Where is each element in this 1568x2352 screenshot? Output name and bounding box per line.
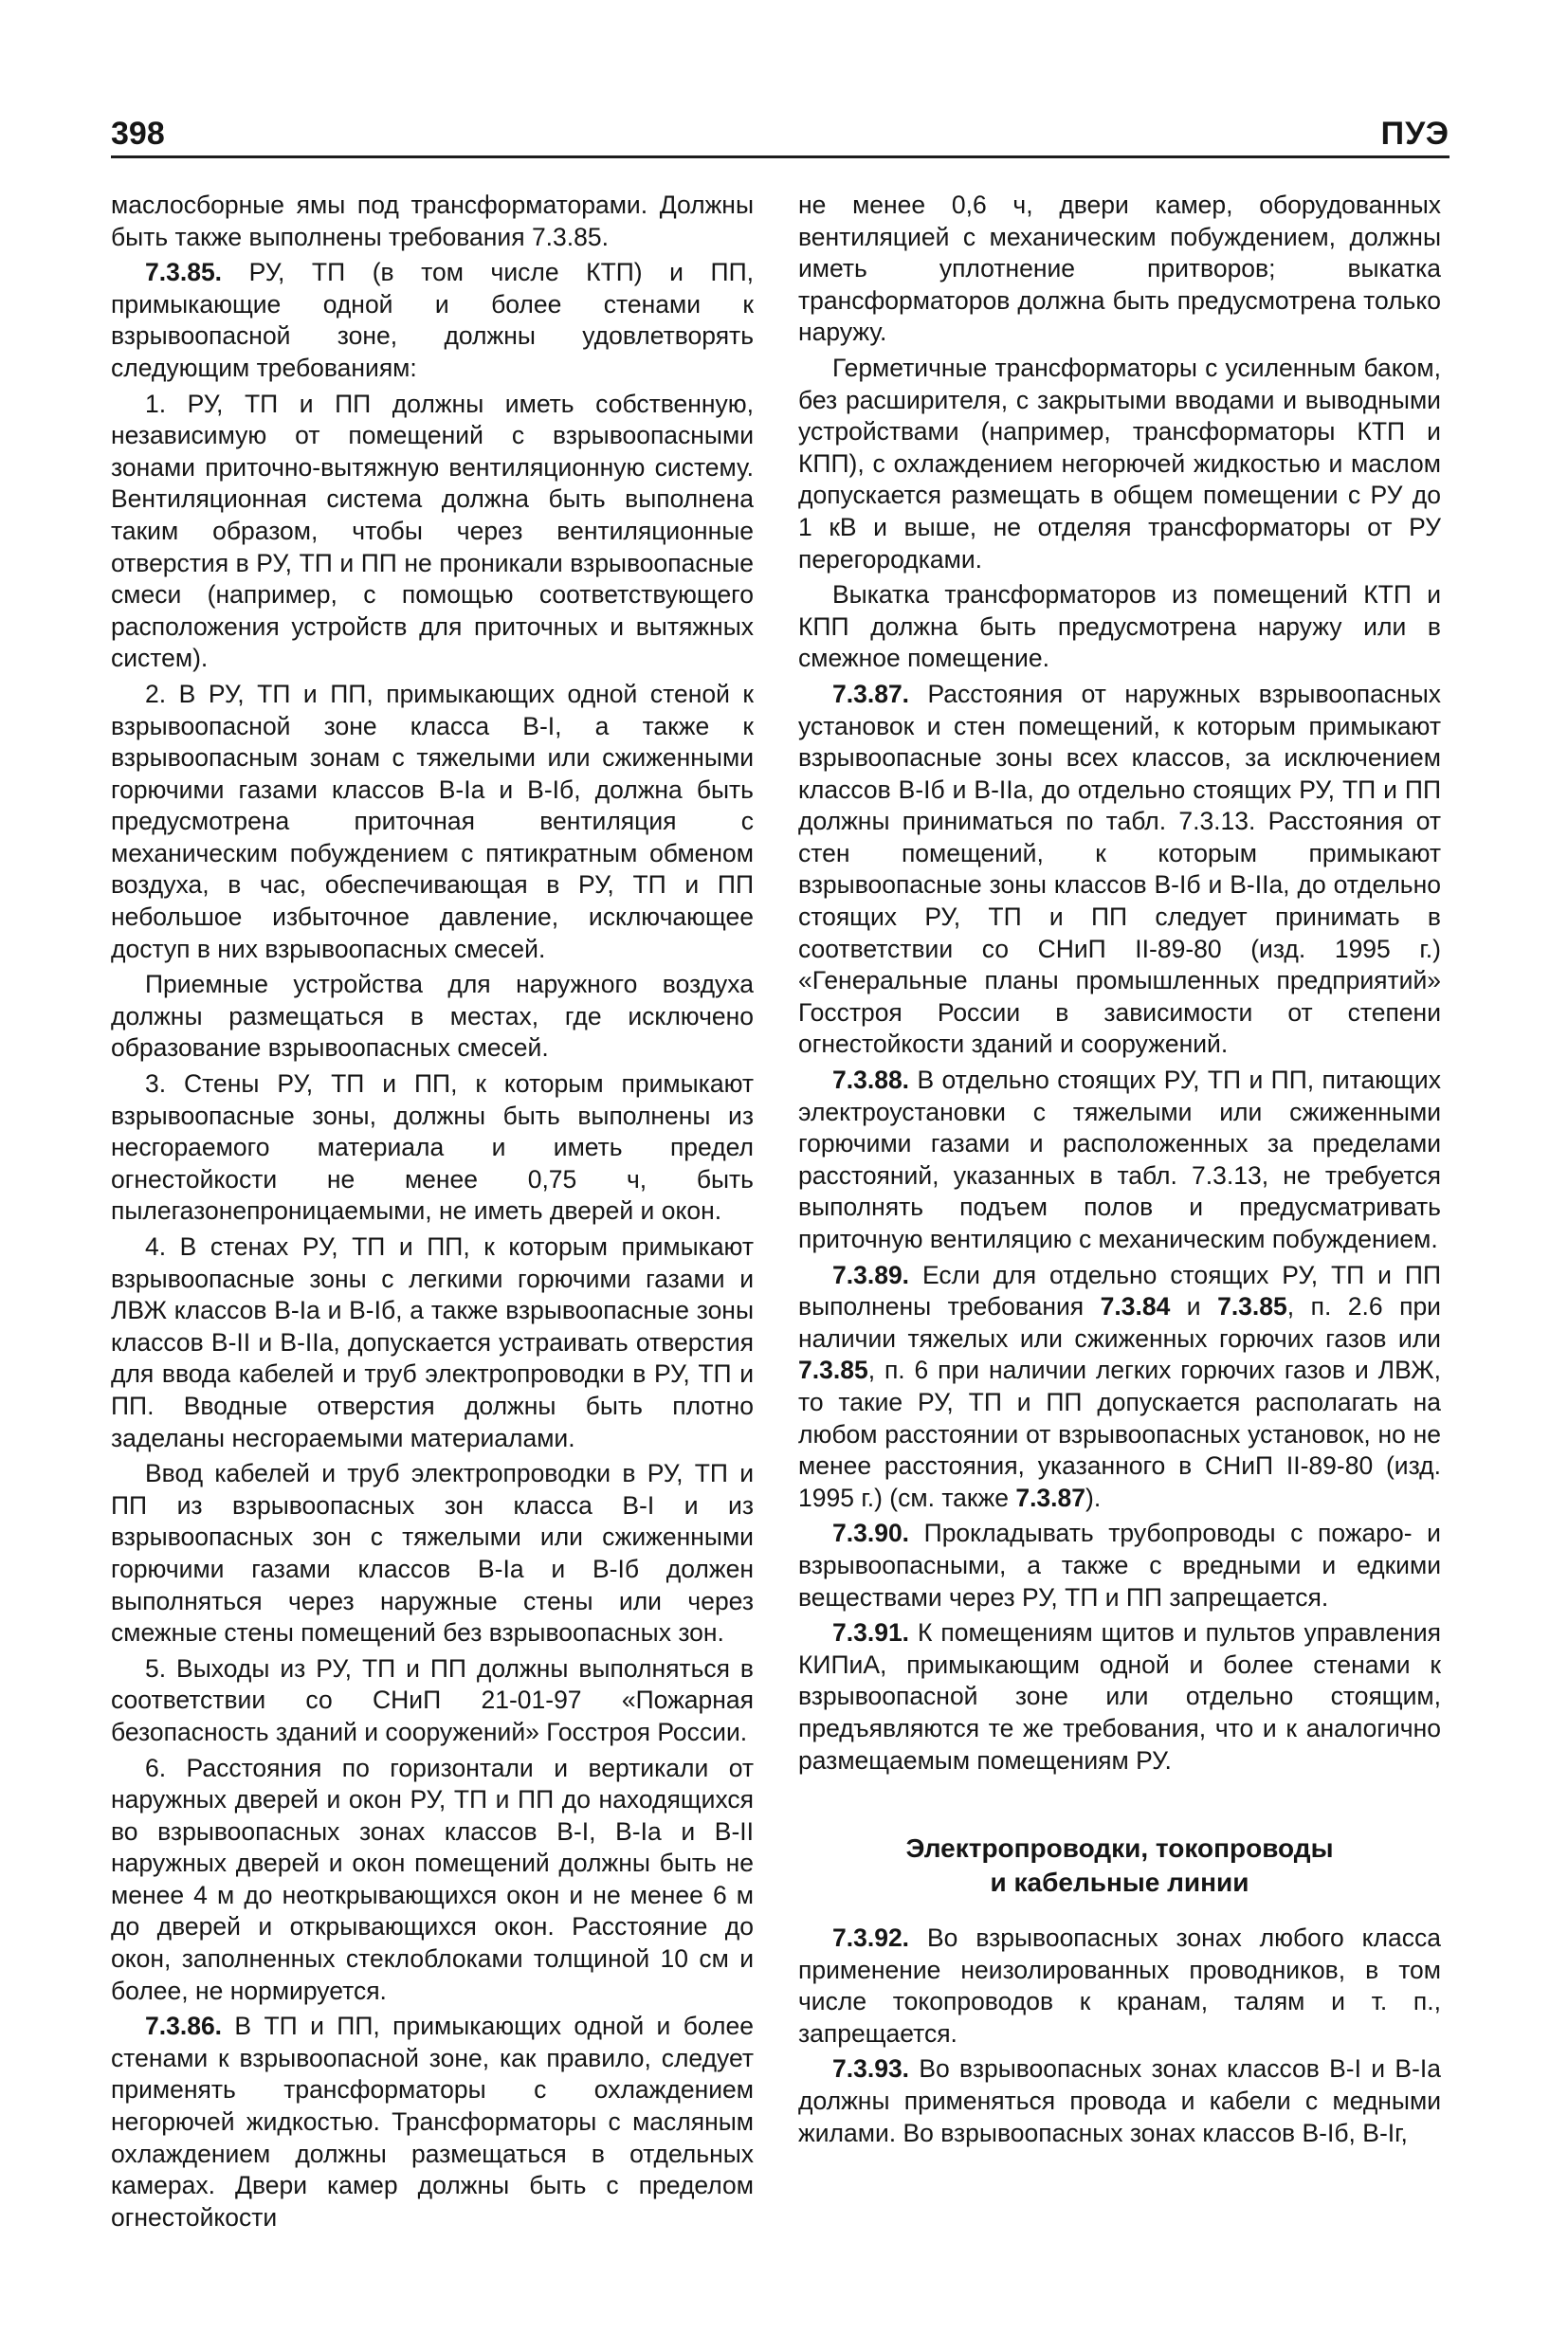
section-heading-line: и кабельные линии bbox=[990, 1868, 1249, 1898]
clause-reference: 7.3.85 bbox=[798, 1356, 868, 1385]
section-heading-line: Электропроводки, токопроводы bbox=[905, 1833, 1334, 1864]
paragraph: Выкатка трансформаторов из помещений КТП и КПП должна быть предусмотрена наружу или в смежное помещение. bbox=[798, 580, 1441, 673]
clause-7-3-89 bbox=[798, 1260, 1441, 1515]
clause-number: 7.3.89. bbox=[832, 1260, 910, 1289]
paragraph: 6. Расстояния по горизонтали и вертикали от наружных дверей и окон РУ, ТП и ПП до находящихся во взрывоопасных зонах классов В-I, В-Iа и В-II наружных дверей и окон помещений должны быть не менее 4 м до неоткрывающихся окон и не менее 6 м до дверей и открывающихся окон. Расстояние до окон, заполненных стеклоблоками толщиной 10 см и более, не нормируется. bbox=[111, 1753, 754, 2005]
clause-7-3-93 bbox=[798, 2053, 1441, 2149]
clause-7-3-90 bbox=[798, 1518, 1441, 1614]
paragraph: 4. В стенах РУ, ТП и ПП, к которым примыкают взрывоопасные зоны с легкими горючими газами и ЛВЖ классов В-Iа и В-Iб, а также взрывоопасные зоны классов В-II и В-IIа, допускается устраивать отверстия для ввода кабелей и труб электропроводки в РУ, ТП и ПП. Вводные отверстия должны быть плотно заделаны несгораемыми материалами. bbox=[111, 1232, 754, 1452]
clause-text: В отдельно стоящих РУ, ТП и ПП, питающих электроустановки с тяжелыми или сжиженными горючими газами и расположенных за пределами расстояний, указанных в табл. 7.3.13, не требуется выполнять подъем полов и предусматривать приточную вентиляцию с механическим побуждением. bbox=[798, 1066, 1441, 1253]
right-column bbox=[798, 190, 1441, 2153]
section-heading bbox=[798, 1832, 1441, 1900]
clause-number: 7.3.86. bbox=[145, 2012, 223, 2041]
clause-7-3-86 bbox=[111, 2011, 754, 2233]
clause-7-3-87 bbox=[798, 679, 1441, 1061]
clause-reference: 7.3.87 bbox=[1015, 1483, 1086, 1512]
paragraph: маслосборные ямы под трансформаторами. Должны быть также выполнены требования 7.3.85. bbox=[111, 191, 754, 251]
running-title: ПУЭ bbox=[1380, 116, 1449, 152]
clause-7-3-88 bbox=[798, 1065, 1441, 1256]
paragraph: 5. Выходы из РУ, ТП и ПП должны выполняться в соответствии со СНиП 21-01-97 «Пожарная безопасность зданий и сооружений» Госстроя России. bbox=[111, 1653, 754, 1746]
clause-number: 7.3.87. bbox=[832, 679, 910, 708]
clause-text: и bbox=[1170, 1292, 1218, 1322]
clause-reference: 7.3.85 bbox=[1217, 1292, 1287, 1322]
clause-number: 7.3.85. bbox=[145, 258, 223, 287]
clause-7-3-85 bbox=[111, 257, 754, 384]
clause-text: Во взрывоопасных зонах любого класса применение неизолированных проводников, в том числе токопроводов к кранам, талям и т. п., запрещается. bbox=[798, 1924, 1441, 2048]
page-number: 398 bbox=[111, 116, 165, 152]
clause-number: 7.3.93. bbox=[832, 2054, 910, 2084]
paragraph: Приемные устройства для наружного воздуха должны размещаться в местах, где исключено образование взрывоопасных смесей. bbox=[111, 970, 754, 1063]
clause-text: К помещениям щитов и пультов управления КИПиА, примыкающим одной и более стенами к взрывоопасной зоне или отдельно стоящим, предъявляются те же требования, что и к аналогично размещаемым помещениям РУ. bbox=[798, 1618, 1441, 1775]
clause-text: Во взрывоопасных зонах классов В-I и В-Iа должны применяться провода и кабели с медными жилами. Во взрывоопасных зонах классов В-Iб, В-Iг, bbox=[798, 2054, 1441, 2147]
paragraph: Ввод кабелей и труб электропроводки в РУ, ТП и ПП из взрывоопасных зон класса В-I и из взрывоопасных зон с тяжелыми или сжиженными горючими газами классов В-Iа и В-Iб должен выполняться через наружные стены или через смежные стены помещений без взрывоопасных зон. bbox=[111, 1459, 754, 1648]
clause-7-3-91 bbox=[798, 1617, 1441, 1777]
clause-text: РУ, ТП (в том числе КТП) и ПП, примыкающие одной и более стенами к взрывоопасной зоне, должны удовлетворять следующим требованиям: bbox=[111, 258, 754, 382]
clause-text: , п. 6 при наличии легких горючих газов и ЛВЖ, то такие РУ, ТП и ПП допускается располагать на любом расстоянии от взрывоопасных установок, но не менее расстояния, указанного в СНиП II-89-80 (изд. 1995 г.) (см. также bbox=[798, 1356, 1441, 1512]
paragraph: 3. Стены РУ, ТП и ПП, к которым примыкают взрывоопасные зоны, должны быть выполнены из несгораемого материала и иметь предел огнестойкости не менее 0,75 ч, быть пылегазонепроницаемыми, не иметь дверей и окон. bbox=[111, 1069, 754, 1226]
page-header bbox=[111, 112, 1449, 158]
paragraph: 1. РУ, ТП и ПП должны иметь собственную, независимую от помещений с взрывоопасными зонами приточно-вытяжную вентиляционную систему. Вентиляционная система должна быть выполнена таким образом, чтобы через вентиляционные отверстия в РУ, ТП и ПП не проникали взрывоопасные смеси (например, с помощью соответствующего расположения устройств для приточных и вытяжных систем). bbox=[111, 389, 754, 673]
clause-text: Если для отдельно стоящих РУ, ТП и ПП выполнены требования bbox=[798, 1260, 1441, 1322]
clause-text: ). bbox=[1085, 1483, 1102, 1512]
clause-text: Расстояния от наружных взрывоопасных установок и стен помещений, к которым примыкают взрывоопасные зоны всех классов, за исключением классов В-Iб и В-IIа, до отдельно стоящих РУ, ТП и ПП должны приниматься по табл. 7.3.13. Расстояния от стен помещений, к которым примыкают взрывоопасные зоны классов В-Iб и В-IIа, до отдельно стоящих РУ, ТП и ПП следует принимать в соответствии со СНиП II-89-80 (изд. 1995 г.) «Генеральные планы промышленных предприятий» Госстроя России в зависимости от степени огнестойкости зданий и сооружений. bbox=[798, 679, 1441, 1059]
clause-number: 7.3.92. bbox=[832, 1924, 910, 1953]
clause-text: В ТП и ПП, примыкающих одной и более стенами к взрывоопасной зоне, как правило, следует применять трансформаторы с охлаждением негорючей жидкостью. Трансформаторы с масляным охлаждением должны размещаться в отдельных камерах. Двери камер должны быть с пределом огнестойкости bbox=[111, 2012, 754, 2232]
clause-reference: 7.3.84 bbox=[1100, 1292, 1171, 1322]
clause-number: 7.3.88. bbox=[832, 1066, 910, 1095]
paragraph: Герметичные трансформаторы с усиленным баком, без расширителя, с закрытыми вводами и выводными устройствами (например, трансформаторы КТП и КПП), с охлаждением негорючей жидкостью и маслом допускается размещать в общем помещении с РУ до 1 кВ и выше, не отделяя трансформаторы от РУ перегородками. bbox=[798, 353, 1441, 574]
clause-7-3-92 bbox=[798, 1923, 1441, 2050]
paragraph: 2. В РУ, ТП и ПП, примыкающих одной стеной к взрывоопасной зоне класса В-I, а также к взрывоопасным зонам с тяжелыми или сжиженными горючими газами классов В-Iа и В-Iб, должна быть предусмотрена приточная вентиляция с механическим побуждением с пятикратным обменом воздуха, в час, обеспечивающая в РУ, ТП и ПП небольшое избыточное давление, исключающее доступ в них взрывоопасных смесей. bbox=[111, 679, 754, 963]
clause-text: , п. 2.6 при наличии тяжелых или сжиженных горючих газов или bbox=[798, 1292, 1441, 1353]
clause-number: 7.3.90. bbox=[832, 1519, 910, 1548]
clause-text: Прокладывать трубопроводы с пожаро- и взрывоопасными, а также с вредными и едкими веществами через РУ, ТП и ПП запрещается. bbox=[798, 1519, 1441, 1612]
left-column bbox=[111, 190, 754, 2237]
clause-number: 7.3.91. bbox=[832, 1618, 910, 1648]
paragraph: не менее 0,6 ч, двери камер, оборудованных вентиляцией с механическим побуждением, должны иметь уплотнение притворов; выкатка трансформаторов должна быть предусмотрена только наружу. bbox=[798, 191, 1441, 347]
